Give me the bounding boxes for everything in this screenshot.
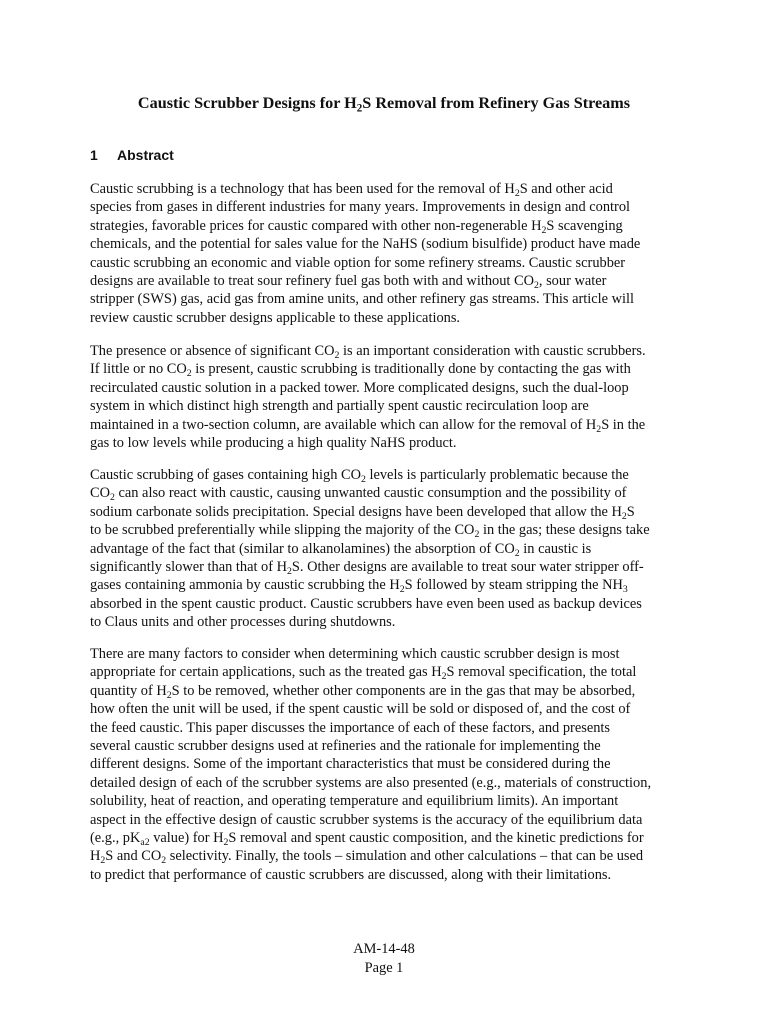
abstract-paragraph-1 bbox=[90, 180, 690, 327]
text-line: solubility, heat of reaction, and operating temperature and equilibrium limits). An important bbox=[90, 793, 619, 810]
text-line: The presence or absence of significant $CO_2$ is an important consideration with caustic scrubbers. bbox=[90, 343, 646, 361]
paper-title: Caustic Scrubber Designs for $H_2S$ Removal from Refinery Gas Streams bbox=[137, 94, 631, 115]
text-line: designs are available to treat sour refinery fuel gas both with and without $CO_2$, sour water bbox=[90, 273, 607, 291]
text-line: review caustic scrubber designs applicable to these applications. bbox=[90, 309, 461, 326]
text-line: There are many factors to consider when determining which caustic scrubber design is most bbox=[90, 646, 620, 662]
text-line: caustic scrubbing an economic and viable option for some refinery streams. Caustic scrubber bbox=[90, 254, 626, 271]
text-line: appropriate for certain applications, such as the treated gas $H_2S$ removal specification, the total bbox=[90, 664, 637, 683]
text-line: strategies, favorable prices for caustic compared with other non-regenerable $H_2S$ scavenging bbox=[90, 217, 623, 236]
text-line: aspect in the effective design of caustic scrubber systems is the accuracy of the equilibrium data bbox=[90, 811, 643, 828]
text-line: $H_2S$ and $CO_2$ selectivity. Finally, the tools – simulation and other calculations – that can be used bbox=[90, 848, 644, 867]
text-line: to Claus units and other processes during shutdowns. bbox=[90, 614, 396, 631]
text-line: sodium carbonate solids precipitation. Special designs have been developed that allow the $H_2S$ bbox=[90, 503, 635, 522]
text-line: Caustic scrubbing of gases containing high $CO_2$ levels is particularly problematic because the bbox=[90, 467, 629, 485]
text-line: stripper (SWS) gas, acid gas from amine units, and other refinery gas streams. This article will bbox=[90, 291, 635, 308]
text-line: maintained in a two-section column, are available which can allow for the removal of $H_2S$ in the bbox=[90, 416, 646, 435]
text-line: how often the unit will be used, if the spent caustic will be sold or disposed of, and the cost of bbox=[90, 701, 631, 718]
section-heading-abstract bbox=[90, 145, 174, 165]
text-line: chemicals, and the potential for sales value for the NaHS (sodium bisulfide) product have made bbox=[90, 236, 641, 253]
text-line: Caustic scrubbing is a technology that has been used for the removal of $H_2S$ and other acid bbox=[90, 181, 613, 199]
text-line: recirculated caustic solution in a packed tower. More complicated designs, such the dual-loop bbox=[90, 379, 629, 396]
text-line: (e.g., $pK_{a2}$ value) for $H_2S$ removal and spent caustic composition, and the kinetic predictions for bbox=[90, 830, 644, 848]
section-label: Abstract bbox=[117, 147, 174, 163]
page-number: Page 1 bbox=[364, 960, 404, 976]
text-line: detailed design of each of the scrubber systems are also presented (e.g., materials of construction, bbox=[90, 774, 652, 791]
text-line: several caustic scrubber designs used at refineries and the rationale for implementing the bbox=[90, 738, 601, 755]
text-line: system in which distinct high strength and partially spent caustic recirculation loop are bbox=[90, 398, 589, 415]
text-line: absorbed in the spent caustic product. Caustic scrubbers have even been used as backup devices bbox=[90, 595, 642, 612]
text-line: species from gases in different industries for many years. Improvements in design and control bbox=[90, 199, 631, 216]
text-line: gases containing ammonia by caustic scrubbing the $H_2S$ followed by steam stripping the $NH_3$ bbox=[90, 577, 628, 596]
text-line: to predict that performance of caustic scrubbers are discussed, along with their limitations. bbox=[90, 866, 612, 883]
text-line: the feed caustic. This paper discusses the importance of each of these factors, and presents bbox=[90, 719, 611, 736]
text-line: gas to low levels while producing a high quality NaHS product. bbox=[90, 435, 457, 452]
abstract-paragraph-2 bbox=[90, 342, 690, 452]
text-line: quantity of $H_2S$ to be removed, whether other components are in the gas that may be absorbed, bbox=[90, 682, 636, 701]
abstract-paragraph-4 bbox=[90, 645, 690, 884]
section-number: 1 bbox=[90, 147, 98, 163]
text-line: to be scrubbed preferentially while slipping the majority of the $CO_2$ in the gas; these designs take bbox=[90, 522, 650, 541]
text-line: $CO_2$ can also react with caustic, causing unwanted caustic consumption and the possibility of bbox=[90, 485, 627, 504]
text-line: advantage of the fact that (similar to alkanolamines) the absorption of $CO_2$ in caustic is bbox=[90, 540, 592, 559]
text-line: different designs. Some of the important characteristics that must be considered during the bbox=[90, 756, 611, 773]
text-line: If little or no $CO_2$ is present, caustic scrubbing is traditionally done by contacting the gas with bbox=[90, 361, 631, 380]
text-line: significantly slower than that of $H_2S$. Other designs are available to treat sour water stripper off- bbox=[90, 559, 644, 577]
page-footer bbox=[0, 940, 768, 978]
document-id: AM-14-48 bbox=[353, 941, 415, 957]
abstract-paragraph-3 bbox=[90, 466, 690, 632]
